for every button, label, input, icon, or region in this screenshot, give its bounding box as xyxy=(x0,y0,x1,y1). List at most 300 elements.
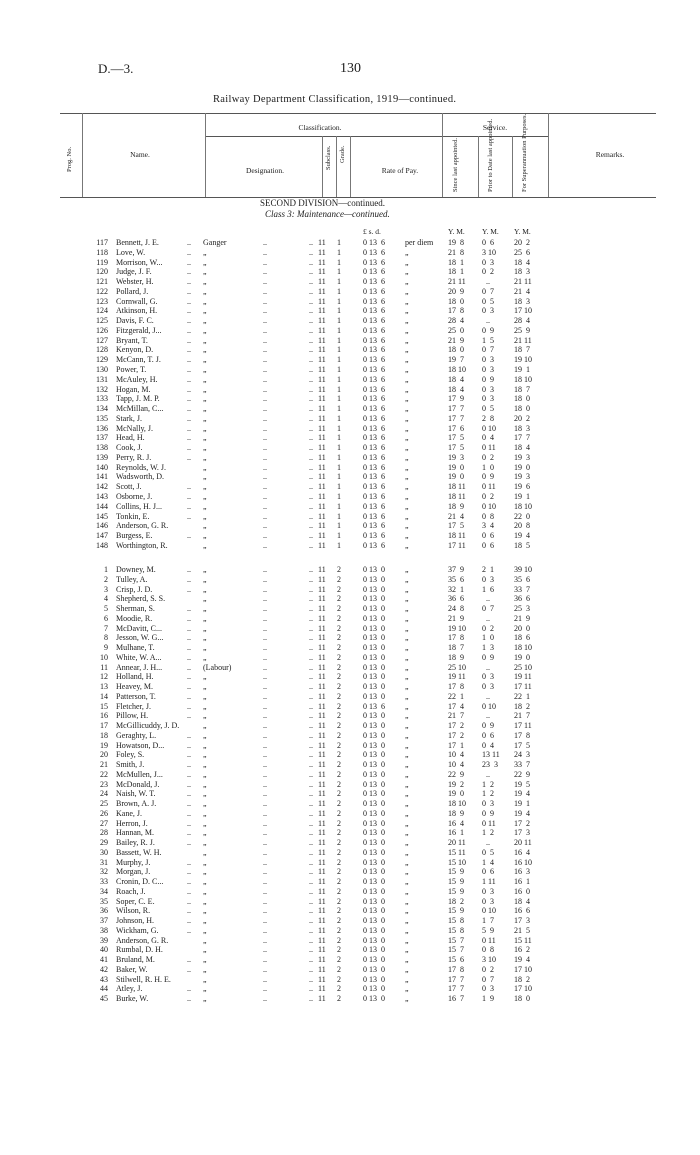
leader-dots: .. xyxy=(187,808,191,818)
leader-dots: .. xyxy=(263,452,267,462)
prog-no: 10 xyxy=(100,652,108,662)
designation: „ xyxy=(203,711,207,721)
prog-no: 29 xyxy=(100,838,108,847)
pay-unit: „ xyxy=(405,394,409,404)
subclass: 11 xyxy=(318,984,326,994)
employee-name: Bryant, T. xyxy=(116,335,148,345)
table-row xyxy=(0,453,700,463)
table-row xyxy=(0,663,700,673)
prog-no: 27 xyxy=(100,818,108,828)
prog-no: 6 xyxy=(104,613,108,623)
designation: „ xyxy=(203,404,207,414)
rate-of-pay: 0 13 6 xyxy=(363,267,385,277)
employee-name: McCann, T. J. xyxy=(116,355,161,365)
leader-dots: .. xyxy=(187,662,191,672)
since-last-header: Since last appointed. xyxy=(452,138,459,192)
service-prior: 1 6 xyxy=(482,584,494,594)
leader-dots: .. xyxy=(187,896,191,906)
leader-dots: .. xyxy=(263,374,267,384)
table-row xyxy=(0,653,700,663)
prog-no: 25 xyxy=(100,799,108,808)
employee-name: Bailey, R. J. xyxy=(116,838,155,847)
service-prior: 2 8 xyxy=(482,413,494,423)
employee-name: Webster, H. xyxy=(116,277,154,287)
service-prior: 0 11 xyxy=(482,935,496,945)
service-superannuation: 16 4 xyxy=(514,847,530,857)
rate-of-pay: 0 13 0 xyxy=(363,984,385,994)
grade: 2 xyxy=(337,652,341,662)
pay-unit: „ xyxy=(405,574,409,584)
service-since-last: 17 8 xyxy=(448,682,464,691)
service-since-last: 21 4 xyxy=(448,511,464,521)
subclass: 11 xyxy=(318,374,326,384)
leader-dots: .. xyxy=(263,769,267,779)
leader-dots: .. xyxy=(309,691,313,701)
pay-unit: „ xyxy=(405,423,409,433)
rate-of-pay: 0 13 6 xyxy=(363,482,385,492)
service-since-last: 19 3 xyxy=(448,452,464,462)
leader-dots: .. xyxy=(263,443,267,453)
subclass: 11 xyxy=(318,335,326,345)
rate-of-pay: 0 13 6 xyxy=(363,423,385,433)
prog-no: 44 xyxy=(100,984,108,994)
employee-name: Brown, A. J. xyxy=(116,799,157,808)
grade: 1 xyxy=(337,433,341,443)
service-prior: 0 3 xyxy=(482,886,494,896)
rate-of-pay: 0 13 6 xyxy=(363,365,385,374)
employee-name: Baker, W. xyxy=(116,964,148,974)
leader-dots: .. xyxy=(309,286,313,296)
rate-of-pay: 0 13 0 xyxy=(363,867,385,877)
leader-dots: .. xyxy=(263,672,267,682)
designation: „ xyxy=(203,838,207,847)
leader-dots: .. xyxy=(263,238,267,247)
leader-dots: .. xyxy=(309,633,313,643)
leader-dots: .. xyxy=(309,443,313,453)
pay-unit: „ xyxy=(405,286,409,296)
rate-of-pay: 0 13 6 xyxy=(363,335,385,345)
prog-no: 16 xyxy=(100,711,108,721)
subclass: 11 xyxy=(318,296,326,306)
prog-no: 42 xyxy=(100,964,108,974)
designation: „ xyxy=(203,482,207,492)
subclass: 11 xyxy=(318,316,326,326)
employee-name: Kenyon, D. xyxy=(116,345,154,355)
service-since-last: 19 2 xyxy=(448,779,464,789)
prog-no: 123 xyxy=(96,296,108,306)
pay-unit: „ xyxy=(405,247,409,257)
designation: „ xyxy=(203,964,207,974)
service-superannuation: 18 5 xyxy=(514,540,530,550)
designation: „ xyxy=(203,721,207,730)
employee-name: Foley, S. xyxy=(116,750,145,760)
service-prior: 0 11 xyxy=(482,482,496,492)
grade: 1 xyxy=(337,384,341,394)
grade: 2 xyxy=(337,955,341,964)
grade: 2 xyxy=(337,799,341,808)
service-superannuation: 18 4 xyxy=(514,896,530,906)
table-row xyxy=(0,906,700,916)
service-prior: 1 0 xyxy=(482,462,494,472)
service-since-last: 18 11 xyxy=(448,492,466,502)
service-since-last: 22 9 xyxy=(448,769,464,779)
service-prior: 1 11 xyxy=(482,877,496,886)
rate-of-pay: 0 13 0 xyxy=(363,565,385,574)
prog-no: 41 xyxy=(100,955,108,964)
designation: „ xyxy=(203,955,207,964)
designation: „ xyxy=(203,501,207,511)
service-superannuation: 17 10 xyxy=(514,964,532,974)
service-superannuation: 18 7 xyxy=(514,384,530,394)
leader-dots: .. xyxy=(187,316,191,326)
table-row xyxy=(0,258,700,268)
service-since-last: 21 9 xyxy=(448,335,464,345)
rate-of-pay: 0 13 0 xyxy=(363,574,385,584)
table-row xyxy=(0,848,700,858)
table-row xyxy=(0,877,700,887)
rate-of-pay: 0 13 0 xyxy=(363,594,385,604)
leader-dots: .. xyxy=(263,906,267,916)
leader-dots: .. xyxy=(263,335,267,345)
rate-of-pay: 0 13 6 xyxy=(363,345,385,355)
grade: 2 xyxy=(337,974,341,984)
leader-dots: .. xyxy=(187,267,191,277)
table-row xyxy=(0,287,700,297)
rate-of-pay: 0 13 0 xyxy=(363,740,385,750)
subclass: 11 xyxy=(318,492,326,502)
designation: „ xyxy=(203,857,207,867)
service-since-last: 37 9 xyxy=(448,565,464,574)
leader-dots: .. xyxy=(187,433,191,443)
employee-name: Worthington, R. xyxy=(116,540,168,550)
service-superannuation: 22 0 xyxy=(514,511,530,521)
employee-name: Judge, J. F. xyxy=(116,267,152,277)
leader-dots: .. xyxy=(187,730,191,740)
grade: 1 xyxy=(337,443,341,453)
pay-unit: „ xyxy=(405,335,409,345)
service-superannuation: 17 2 xyxy=(514,818,530,828)
pay-unit: „ xyxy=(405,443,409,453)
employee-name: McNally, J. xyxy=(116,423,154,433)
prog-no: 118 xyxy=(96,247,108,257)
leader-dots: .. xyxy=(309,886,313,896)
leader-dots: .. xyxy=(309,769,313,779)
service-prior: 0 11 xyxy=(482,818,496,828)
leader-dots: .. xyxy=(187,701,191,711)
employee-name: Love, W. xyxy=(116,247,146,257)
subclass: 11 xyxy=(318,955,326,964)
service-since-last: 17 8 xyxy=(448,306,464,316)
pay-unit: „ xyxy=(405,501,409,511)
rate-of-pay: 0 13 0 xyxy=(363,672,385,682)
grade: 2 xyxy=(337,867,341,877)
pay-unit: „ xyxy=(405,682,409,691)
designation: „ xyxy=(203,277,207,287)
service-prior: 0 3 xyxy=(482,365,494,374)
rate-of-pay: 0 13 0 xyxy=(363,750,385,760)
subclass: 11 xyxy=(318,540,326,550)
service-superannuation: 18 3 xyxy=(514,423,530,433)
grade: 2 xyxy=(337,623,341,633)
page-number: 130 xyxy=(340,61,361,76)
employee-name: Bassett, W. H. xyxy=(116,847,162,857)
table-row xyxy=(0,502,700,512)
table-row xyxy=(0,365,700,375)
leader-dots: .. xyxy=(263,267,267,277)
table-row xyxy=(0,433,700,443)
service-prior: 0 2 xyxy=(482,452,494,462)
service-since-last: 15 9 xyxy=(448,877,464,886)
leader-dots: .. xyxy=(263,964,267,974)
subclass: 11 xyxy=(318,413,326,423)
grade: 2 xyxy=(337,925,341,935)
service-superannuation: 17 11 xyxy=(514,682,532,691)
grade: 2 xyxy=(337,594,341,604)
service-superannuation: 21 4 xyxy=(514,286,530,296)
service-superannuation: 17 5 xyxy=(514,740,530,750)
leader-dots: .. xyxy=(187,964,191,974)
leader-dots: .. xyxy=(263,316,267,326)
leader-dots: .. xyxy=(309,452,313,462)
leader-dots: .. xyxy=(263,740,267,750)
employee-name: Bennett, J. E. xyxy=(116,238,159,247)
leader-dots: .. xyxy=(309,267,313,277)
service-prior: 0 9 xyxy=(482,374,494,384)
leader-dots: .. xyxy=(309,682,313,691)
service-since-last: 35 6 xyxy=(448,574,464,584)
employee-name: Rumbal, D. H. xyxy=(116,945,163,955)
service-superannuation: 18 4 xyxy=(514,443,530,453)
leader-dots: .. xyxy=(309,492,313,502)
leader-dots: .. xyxy=(309,672,313,682)
pay-unit: „ xyxy=(405,374,409,384)
leader-dots: .. xyxy=(309,584,313,594)
leader-dots: .. xyxy=(187,857,191,867)
table-row xyxy=(0,492,700,502)
service-since-last: 21 8 xyxy=(448,247,464,257)
leader-dots: .. xyxy=(309,394,313,404)
service-superannuation: 19 0 xyxy=(514,462,530,472)
prog-no: 40 xyxy=(100,945,108,955)
grade: 2 xyxy=(337,672,341,682)
leader-dots: .. xyxy=(187,355,191,365)
page-title: Railway Department Classification, 1919—continued. xyxy=(213,94,457,105)
grade: 2 xyxy=(337,935,341,945)
pay-unit: „ xyxy=(405,433,409,443)
leader-dots: .. xyxy=(309,711,313,721)
service-superannuation: 20 8 xyxy=(514,521,530,531)
grade: 1 xyxy=(337,394,341,404)
service-since-last: 17 4 xyxy=(448,701,464,711)
rate-of-pay: 0 13 0 xyxy=(363,711,385,721)
employee-name: McDavitt, C... xyxy=(116,623,162,633)
rate-of-pay: 0 13 6 xyxy=(363,462,385,472)
prog-no: 132 xyxy=(96,384,108,394)
subclass: 11 xyxy=(318,286,326,296)
leader-dots: .. xyxy=(309,838,313,847)
leader-dots: .. xyxy=(263,633,267,643)
employee-name: Morgan, J. xyxy=(116,867,151,877)
prog-no: 26 xyxy=(100,808,108,818)
employee-name: Cornwall, G. xyxy=(116,296,158,306)
rate-of-pay: 0 13 6 xyxy=(363,404,385,414)
service-since-last: 19 11 xyxy=(448,672,466,682)
leader-dots: .. xyxy=(263,365,267,374)
grade: 1 xyxy=(337,531,341,541)
division-title: SECOND DIVISION—continued. xyxy=(260,198,385,208)
prog-no: 39 xyxy=(100,935,108,945)
grade: 1 xyxy=(337,472,341,482)
service-superannuation: 16 10 xyxy=(514,857,532,867)
service-prior: 1 0 xyxy=(482,633,494,643)
designation: „ xyxy=(203,808,207,818)
service-superannuation: 19 1 xyxy=(514,492,530,502)
leader-dots: .. xyxy=(309,355,313,365)
grade: 2 xyxy=(337,740,341,750)
employee-name: Davis, F. C. xyxy=(116,316,154,326)
table-row xyxy=(0,858,700,868)
table-row xyxy=(0,887,700,897)
service-superannuation: 19 11 xyxy=(514,672,532,682)
service-superannuation: 21 7 xyxy=(514,711,530,721)
pay-unit: „ xyxy=(405,492,409,502)
grade: 1 xyxy=(337,365,341,374)
table-row xyxy=(0,770,700,780)
service-superannuation: 17 3 xyxy=(514,828,530,838)
subclass: 11 xyxy=(318,472,326,482)
leader-dots: .. xyxy=(309,964,313,974)
leader-dots: .. xyxy=(263,423,267,433)
col-divider xyxy=(350,136,351,197)
rate-of-pay: 0 13 0 xyxy=(363,769,385,779)
leader-dots: .. xyxy=(187,394,191,404)
leader-dots: .. xyxy=(187,682,191,691)
prog-no: 31 xyxy=(100,857,108,867)
service-prior: 0 3 xyxy=(482,394,494,404)
service-since-last: 15 9 xyxy=(448,867,464,877)
rate-of-pay: 0 13 0 xyxy=(363,760,385,769)
employee-name: Moodie, R. xyxy=(116,613,153,623)
service-superannuation: 33 7 xyxy=(514,760,530,769)
grade: 1 xyxy=(337,452,341,462)
designation: „ xyxy=(203,925,207,935)
service-since-last: 16 7 xyxy=(448,994,464,1003)
table-row xyxy=(0,345,700,355)
service-since-last: 19 0 xyxy=(448,789,464,799)
service-superannuation: 25 3 xyxy=(514,604,530,613)
rate-of-pay: 0 13 6 xyxy=(363,540,385,550)
leader-dots: .. xyxy=(187,838,191,847)
leader-dots: .. xyxy=(263,828,267,838)
leader-dots: .. xyxy=(187,652,191,662)
pay-unit: „ xyxy=(405,779,409,789)
leader-dots: .. xyxy=(309,316,313,326)
leader-dots: .. xyxy=(187,247,191,257)
designation: „ xyxy=(203,779,207,789)
service-prior: 1 3 xyxy=(482,643,494,652)
subclass: 11 xyxy=(318,857,326,867)
grade: 2 xyxy=(337,818,341,828)
leader-dots: .. xyxy=(309,472,313,482)
prog-no: 119 xyxy=(96,257,108,267)
service-superannuation: 21 9 xyxy=(514,613,530,623)
rate-of-pay: 0 13 0 xyxy=(363,662,385,672)
pay-unit: „ xyxy=(405,847,409,857)
rate-of-pay: 0 13 0 xyxy=(363,955,385,964)
designation: „ xyxy=(203,511,207,521)
leader-dots: .. xyxy=(187,325,191,335)
subclass: 11 xyxy=(318,462,326,472)
leader-dots: .. xyxy=(309,365,313,374)
grade: 1 xyxy=(337,374,341,384)
leader-dots: .. xyxy=(263,277,267,287)
subclass: 11 xyxy=(318,974,326,984)
prog-no: 12 xyxy=(100,672,108,682)
leader-dots: .. xyxy=(309,730,313,740)
pay-unit: „ xyxy=(405,857,409,867)
service-prior: .. xyxy=(482,691,490,701)
grade: 2 xyxy=(337,750,341,760)
table-row xyxy=(0,702,700,712)
subclass: 11 xyxy=(318,877,326,886)
prog-no: 37 xyxy=(100,916,108,925)
service-superannuation: 17 8 xyxy=(514,730,530,740)
leader-dots: .. xyxy=(309,984,313,994)
leader-dots: .. xyxy=(263,594,267,604)
service-prior: 0 9 xyxy=(482,808,494,818)
leader-dots: .. xyxy=(187,886,191,896)
employee-name: Wilson, R. xyxy=(116,906,151,916)
rate-of-pay: 0 13 0 xyxy=(363,974,385,984)
employee-name: Fitzgerald, J... xyxy=(116,325,162,335)
service-superannuation: 24 3 xyxy=(514,750,530,760)
leader-dots: .. xyxy=(187,604,191,613)
service-superannuation: 19 1 xyxy=(514,799,530,808)
grade: 2 xyxy=(337,896,341,906)
leader-dots: .. xyxy=(187,277,191,287)
pay-unit: „ xyxy=(405,355,409,365)
table-row xyxy=(0,238,700,248)
rate-of-pay: 0 13 0 xyxy=(363,682,385,691)
grade: 1 xyxy=(337,482,341,492)
service-since-last: 10 4 xyxy=(448,750,464,760)
service-superannuation: 18 6 xyxy=(514,633,530,643)
designation: „ xyxy=(203,760,207,769)
service-prior: 0 6 xyxy=(482,531,494,541)
prog-no: 21 xyxy=(100,760,108,769)
leader-dots: .. xyxy=(187,482,191,492)
service-since-last: 17 7 xyxy=(448,984,464,994)
grade: 2 xyxy=(337,886,341,896)
pay-unit: „ xyxy=(405,345,409,355)
employee-name: McAuley, H. xyxy=(116,374,158,384)
employee-name: Kane, J. xyxy=(116,808,142,818)
service-superannuation: 18 7 xyxy=(514,345,530,355)
prog-no: 3 xyxy=(104,584,108,594)
grade: 2 xyxy=(337,711,341,721)
grade: 1 xyxy=(337,267,341,277)
leader-dots: .. xyxy=(309,857,313,867)
subclass: 11 xyxy=(318,584,326,594)
grade: 1 xyxy=(337,355,341,365)
service-superannuation: 16 3 xyxy=(514,867,530,877)
prog-no: 129 xyxy=(96,355,108,365)
pay-unit: „ xyxy=(405,945,409,955)
designation: „ xyxy=(203,672,207,682)
leader-dots: .. xyxy=(263,296,267,306)
leader-dots: .. xyxy=(309,613,313,623)
leader-dots: .. xyxy=(309,413,313,423)
